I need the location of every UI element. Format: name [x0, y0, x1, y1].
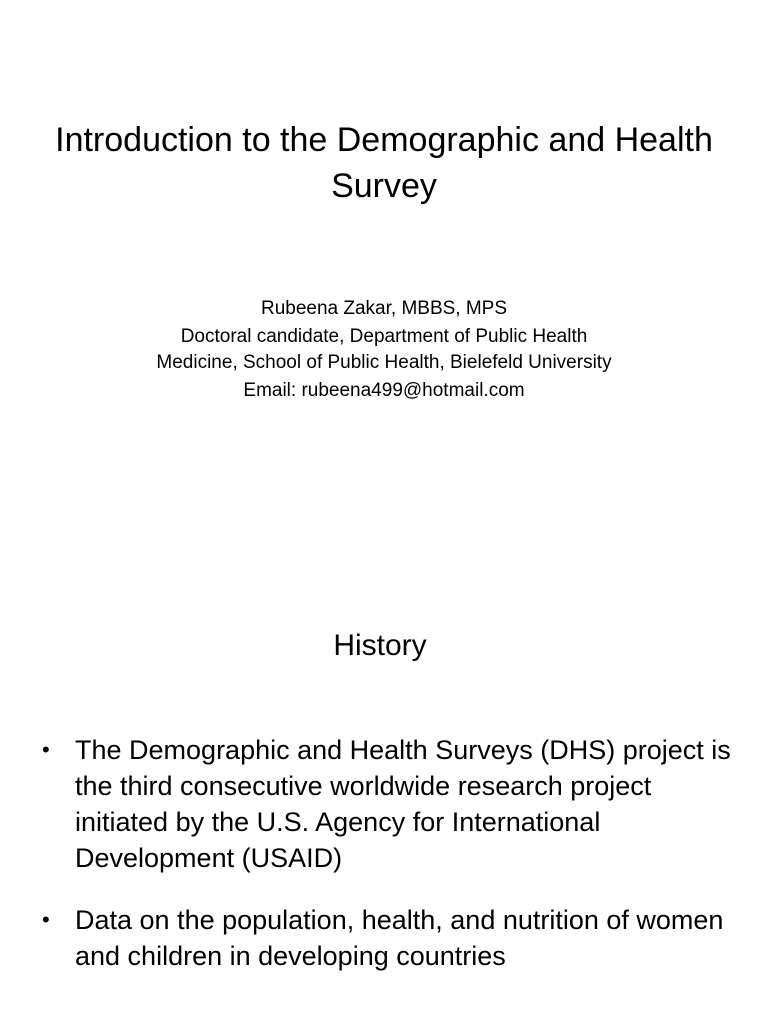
- affiliation-line-1: Doctoral candidate, Department of Public Health: [180, 326, 588, 347]
- bullet-icon: •: [42, 737, 50, 762]
- slide-title: Introduction to the Demographic and Health Survey: [55, 121, 713, 205]
- history-slide: [0, 560, 768, 1024]
- bullet-text: The Demographic and Health Surveys (DHS) project is the third consecutive worldwide research project initiated by the U.S. Agency for International Development (USAID): [75, 735, 731, 873]
- author-email: Email: rubeena499@hotmail.com: [243, 380, 525, 401]
- history-heading: History: [333, 629, 427, 662]
- bullet-item: [40, 732, 740, 876]
- author-name: Rubeena Zakar, MBBS, MPS: [260, 298, 508, 319]
- bullet-list: [40, 732, 740, 1000]
- bullet-item: [40, 902, 740, 974]
- affiliation-line-2: Medicine, School of Public Health, Bielefeld University: [156, 352, 612, 373]
- bullet-text: Data on the population, health, and nutrition of women and children in developing countries: [75, 905, 724, 971]
- author-block: [60, 296, 708, 404]
- bullet-icon: •: [42, 907, 50, 932]
